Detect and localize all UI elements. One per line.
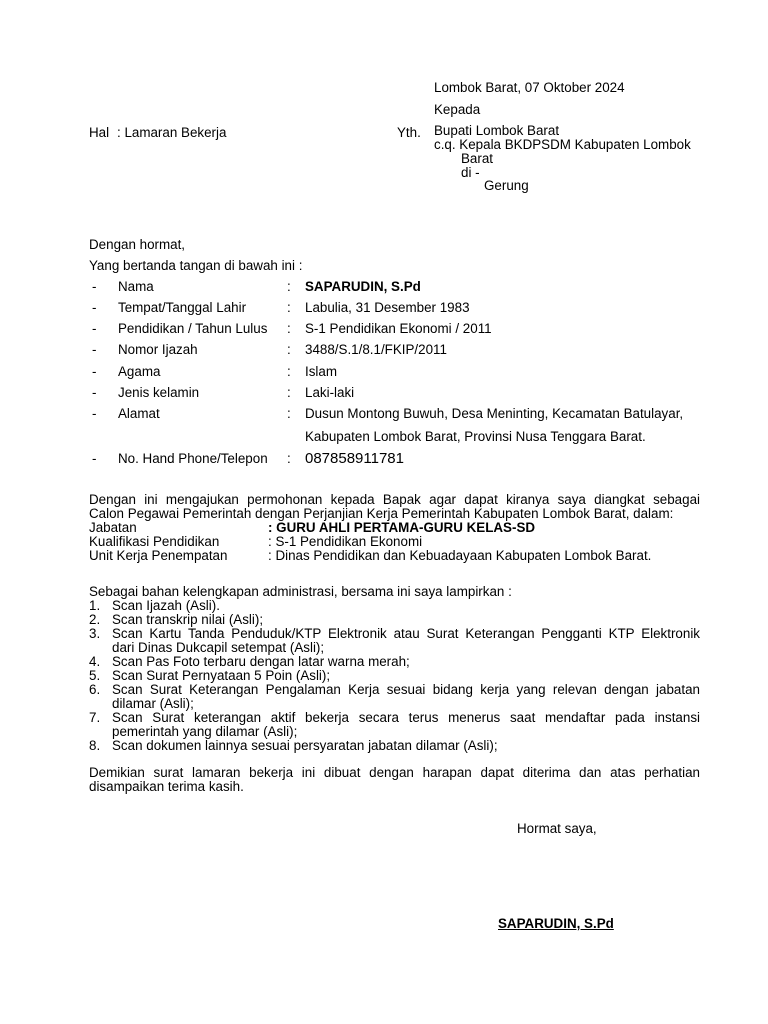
list-number: 7.	[89, 710, 101, 725]
row-dash: -	[92, 321, 97, 336]
row-label: Nama	[118, 279, 154, 294]
subject-value: : Lamaran Bekerja	[117, 125, 227, 140]
list-text: Scan Surat keterangan aktif bekerja secara terus menerus saat mendaftar pada instansi	[112, 710, 700, 725]
list-text: Scan Surat Pernyataan 5 Poin (Asli);	[112, 668, 331, 683]
list-number: 1.	[89, 598, 101, 613]
field-label: Jabatan	[89, 520, 137, 535]
row-label: Nomor Ijazah	[118, 342, 198, 357]
row-value: Labulia, 31 Desember 1983	[305, 300, 470, 315]
list-text-continued: dari Dinas Dukcapil setempat (Asli);	[112, 640, 325, 655]
row-colon: :	[287, 406, 291, 421]
row-colon: :	[287, 321, 291, 336]
row-label: Tempat/Tanggal Lahir	[118, 300, 247, 315]
row-value: 087858911781	[305, 450, 404, 467]
list-number: 6.	[89, 682, 101, 697]
list-number: 5.	[89, 668, 101, 683]
signer-name: SAPARUDIN, S.Pd	[498, 916, 614, 931]
field-value: : Dinas Pendidikan dan Kebuadayaan Kabupaten Lombok Barat.	[268, 548, 652, 563]
row-colon: :	[287, 451, 291, 466]
row-value: 3488/S.1/8.1/FKIP/2011	[305, 342, 447, 357]
row-dash: -	[92, 406, 97, 421]
row-colon: :	[287, 300, 291, 315]
list-number: 8.	[89, 738, 101, 753]
closing-line-1: Demikian surat lamaran bekerja ini dibuat dengan harapan dapat diterima dan atas perhatian	[89, 765, 700, 780]
row-dash: -	[92, 385, 97, 400]
row-dash: -	[92, 451, 97, 466]
row-value: Laki-laki	[305, 385, 355, 400]
list-text: Scan transkrip nilai (Asli);	[112, 612, 264, 627]
list-number: 3.	[89, 626, 101, 641]
list-text: Scan Kartu Tanda Penduduk/KTP Elektronik atau Surat Keterangan Pengganti KTP Elektronik	[112, 626, 700, 641]
row-colon: :	[287, 364, 291, 379]
request-line-2: Calon Pegawai Pemerintah dengan Perjanjian Kerja Pemerintah Kabupaten Lombok Barat, dalam:	[89, 506, 674, 521]
subject-label: Hal	[89, 125, 110, 140]
list-text: Scan Pas Foto terbaru dengan latar warna merah;	[112, 654, 410, 669]
list-number: 2.	[89, 612, 101, 627]
row-value: Islam	[305, 364, 337, 379]
row-label: Agama	[118, 364, 161, 379]
list-text-continued: dilamar (Asli);	[112, 696, 194, 711]
recipient-line-4: di -	[461, 165, 480, 180]
list-text: Scan Ijazah (Asli).	[112, 598, 220, 613]
row-colon: :	[287, 279, 291, 294]
recipient-line-2: c.q. Kepala BKDPSDM Kabupaten Lombok	[434, 137, 691, 152]
row-value: Dusun Montong Buwuh, Desa Meninting, Kecamatan Batulayar,	[305, 406, 684, 421]
row-dash: -	[92, 279, 97, 294]
row-dash: -	[92, 342, 97, 357]
row-dash: -	[92, 300, 97, 315]
row-colon: :	[287, 385, 291, 400]
request-line-1: Dengan ini mengajukan permohonan kepada Bapak agar dapat kiranya saya diangkat sebagai	[89, 492, 700, 507]
list-text: Scan Surat Keterangan Pengalaman Kerja sesuai bidang kerja yang relevan dengan jabatan	[112, 682, 700, 697]
regards: Hormat saya,	[517, 821, 597, 836]
field-value: : GURU AHLI PERTAMA-GURU KELAS-SD	[268, 520, 536, 535]
intro-text: Yang bertanda tangan di bawah ini :	[89, 258, 303, 273]
row-label: No. Hand Phone/Telepon	[118, 451, 268, 466]
yth-label: Yth.	[397, 125, 421, 140]
row-colon: :	[287, 342, 291, 357]
field-label: Kualifikasi Pendidikan	[89, 534, 220, 549]
list-number: 4.	[89, 654, 101, 669]
field-label: Unit Kerja Penempatan	[89, 548, 228, 563]
list-text-continued: pemerintah yang dilamar (Asli);	[112, 724, 298, 739]
row-value: S-1 Pendidikan Ekonomi / 2011	[305, 321, 492, 336]
row-value: SAPARUDIN, S.Pd	[305, 279, 421, 294]
row-label: Alamat	[118, 406, 160, 421]
recipient-line-5: Gerung	[484, 178, 529, 193]
row-dash: -	[92, 364, 97, 379]
list-text: Scan dokumen lainnya sesuai persyaratan jabatan dilamar (Asli);	[112, 738, 498, 753]
kepada-label: Kepada	[434, 102, 481, 117]
field-value: : S-1 Pendidikan Ekonomi	[268, 534, 423, 549]
row-label: Pendidikan / Tahun Lulus	[118, 321, 268, 336]
row-value-continued: Kabupaten Lombok Barat, Provinsi Nusa Tenggara Barat.	[305, 429, 646, 444]
attachments-intro: Sebagai bahan kelengkapan administrasi, bersama ini saya lampirkan :	[89, 584, 512, 599]
place-date: Lombok Barat, 07 Oktober 2024	[434, 80, 625, 95]
closing-line-2: disampaikan terima kasih.	[89, 779, 244, 794]
row-label: Jenis kelamin	[118, 385, 200, 400]
recipient-line-1: Bupati Lombok Barat	[434, 123, 560, 138]
recipient-line-3: Barat	[461, 151, 494, 166]
salutation: Dengan hormat,	[89, 237, 186, 252]
